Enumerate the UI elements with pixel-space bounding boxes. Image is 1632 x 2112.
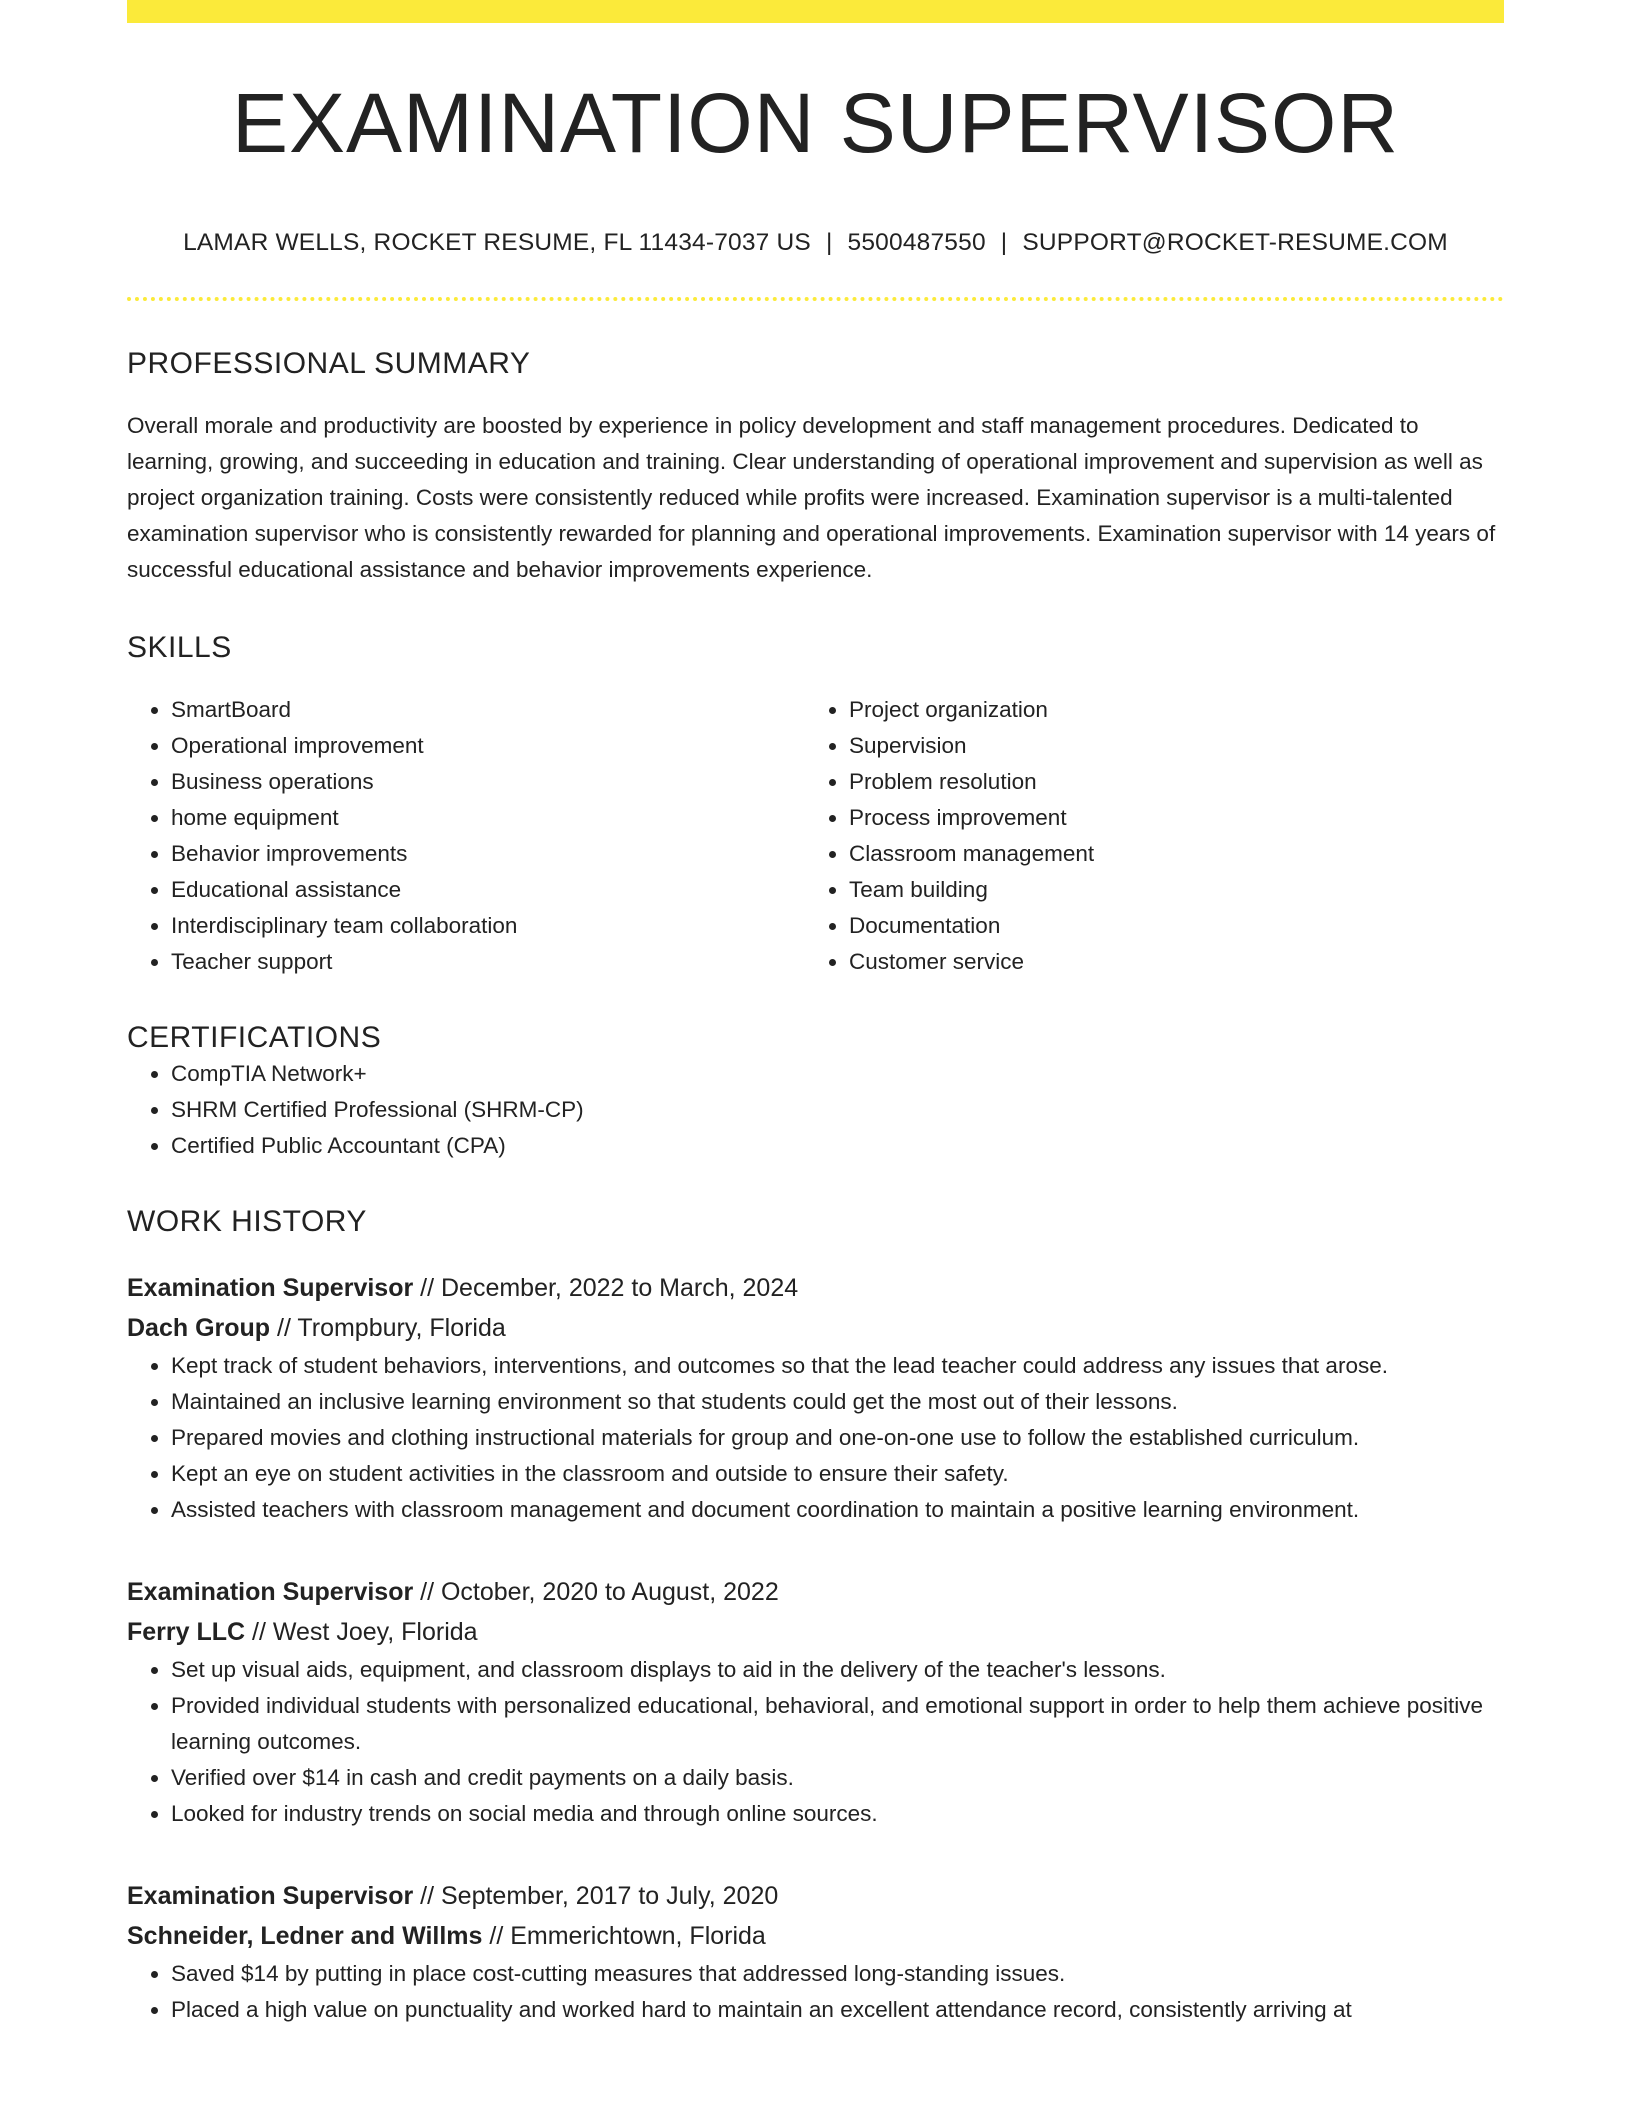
summary-heading: PROFESSIONAL SUMMARY: [127, 347, 531, 381]
job-company-line: [127, 1916, 1504, 1956]
job-title-line: [127, 1876, 1504, 1916]
job-duty: • Prepared movies and clothing instructional materials for group and one-on-one use to follow the established curriculum.: [171, 1420, 1504, 1456]
certification-item: • SHRM Certified Professional (SHRM-CP): [171, 1092, 1504, 1128]
skill-item: • Interdisciplinary team collaboration: [171, 908, 805, 944]
work-history-heading: WORK HISTORY: [127, 1205, 367, 1239]
job-entry: [127, 1876, 1504, 2028]
skill-item: • Business operations: [171, 764, 805, 800]
job-company: Dach Group: [127, 1314, 271, 1343]
contact-separator: |: [825, 229, 833, 256]
job-duty: • Maintained an inclusive learning environment so that students could get the most out of their lessons.: [171, 1384, 1504, 1420]
skill-item: • Team building: [849, 872, 1483, 908]
job-duty: • Verified over $14 in cash and credit payments on a daily basis.: [171, 1760, 1504, 1796]
job-title-line: [127, 1268, 1504, 1308]
contact-address: LAMAR WELLS, ROCKET RESUME, FL 11434-7037 US: [183, 229, 811, 256]
job-dates: // September, 2017 to July, 2020: [413, 1882, 779, 1911]
job-entry: [127, 1268, 1504, 1528]
job-duty: • Set up visual aids, equipment, and classroom displays to aid in the delivery of the teacher's lessons.: [171, 1652, 1504, 1688]
skill-item: • home equipment: [171, 800, 805, 836]
skill-item: • Behavior improvements: [171, 836, 805, 872]
certification-item: • Certified Public Accountant (CPA): [171, 1128, 1504, 1164]
job-duty: • Assisted teachers with classroom management and document coordination to maintain a positive learning environment.: [171, 1492, 1504, 1528]
job-duties-list: [127, 1652, 1504, 1832]
job-location: // West Joey, Florida: [245, 1618, 478, 1647]
resume-page: [127, 0, 1504, 2028]
job-duties-list: [127, 1348, 1504, 1528]
skill-item: • Classroom management: [849, 836, 1483, 872]
page-title: EXAMINATION SUPERVISOR: [231, 76, 1400, 170]
job-duty: • Kept track of student behaviors, interventions, and outcomes so that the lead teacher could address any issues that arose.: [171, 1348, 1504, 1384]
job-dates: // December, 2022 to March, 2024: [413, 1274, 799, 1303]
job-location: // Emmerichtown, Florida: [482, 1922, 766, 1951]
skill-item: • Process improvement: [849, 800, 1483, 836]
job-company: Ferry LLC: [127, 1618, 246, 1647]
job-location: // Trompbury, Florida: [270, 1314, 506, 1343]
skills-column-left: [127, 692, 805, 980]
header-divider: [127, 297, 1504, 301]
contact-phone: 5500487550: [847, 229, 986, 256]
job-duty: • Saved $14 by putting in place cost-cutting measures that addressed long-standing issues.: [171, 1956, 1504, 1992]
job-duty: • Provided individual students with personalized educational, behavioral, and emotional support in order to help them achieve positive learning outcomes.: [171, 1688, 1504, 1760]
job-company-line: [127, 1308, 1504, 1348]
certifications-list: [127, 1056, 1504, 1164]
summary-text: Overall morale and productivity are boosted by experience in policy development and staff management procedures. Dedicated to learning, growing, and succeeding in education and training. Clear understanding of operational improvement and supervision as well as project organization training. Costs were consistently reduced while profits were increased. Examination supervisor is a multi-talented examination supervisor who is consistently rewarded for planning and operational improvements. Examination supervisor with 14 years of successful educational assistance and behavior improvements experience.: [127, 413, 1496, 583]
job-company-line: [127, 1612, 1504, 1652]
skill-item: • Customer service: [849, 944, 1483, 980]
job-dates: // October, 2020 to August, 2022: [413, 1578, 779, 1607]
job-title: Examination Supervisor: [127, 1578, 414, 1607]
skill-item: • Supervision: [849, 728, 1483, 764]
job-duty: • Looked for industry trends on social media and through online sources.: [171, 1796, 1504, 1832]
skill-item: • Teacher support: [171, 944, 805, 980]
job-duties-list: [127, 1956, 1504, 2028]
contact-separator: |: [1000, 229, 1008, 256]
job-duty: • Placed a high value on punctuality and worked hard to maintain an excellent attendance record, consistently arriving at: [171, 1992, 1504, 2028]
job-entry: [127, 1572, 1504, 1832]
job-duty: • Kept an eye on student activities in the classroom and outside to ensure their safety.: [171, 1456, 1504, 1492]
job-title: Examination Supervisor: [127, 1274, 414, 1303]
job-title-line: [127, 1572, 1504, 1612]
certifications-heading: CERTIFICATIONS: [127, 1021, 382, 1055]
skill-item: • Project organization: [849, 692, 1483, 728]
skill-item: • Documentation: [849, 908, 1483, 944]
skill-item: • Educational assistance: [171, 872, 805, 908]
job-company: Schneider, Ledner and Willms: [127, 1922, 483, 1951]
certification-item: • CompTIA Network+: [171, 1056, 1504, 1092]
skills-column-right: [805, 692, 1483, 980]
job-title: Examination Supervisor: [127, 1882, 414, 1911]
skills-list: [127, 692, 1504, 980]
contact-line: [127, 228, 1504, 257]
skills-heading: SKILLS: [127, 631, 232, 665]
top-accent-bar: [127, 0, 1504, 23]
skill-item: • Operational improvement: [171, 728, 805, 764]
contact-email: SUPPORT@ROCKET-RESUME.COM: [1022, 229, 1448, 256]
skill-item: • SmartBoard: [171, 692, 805, 728]
skill-item: • Problem resolution: [849, 764, 1483, 800]
